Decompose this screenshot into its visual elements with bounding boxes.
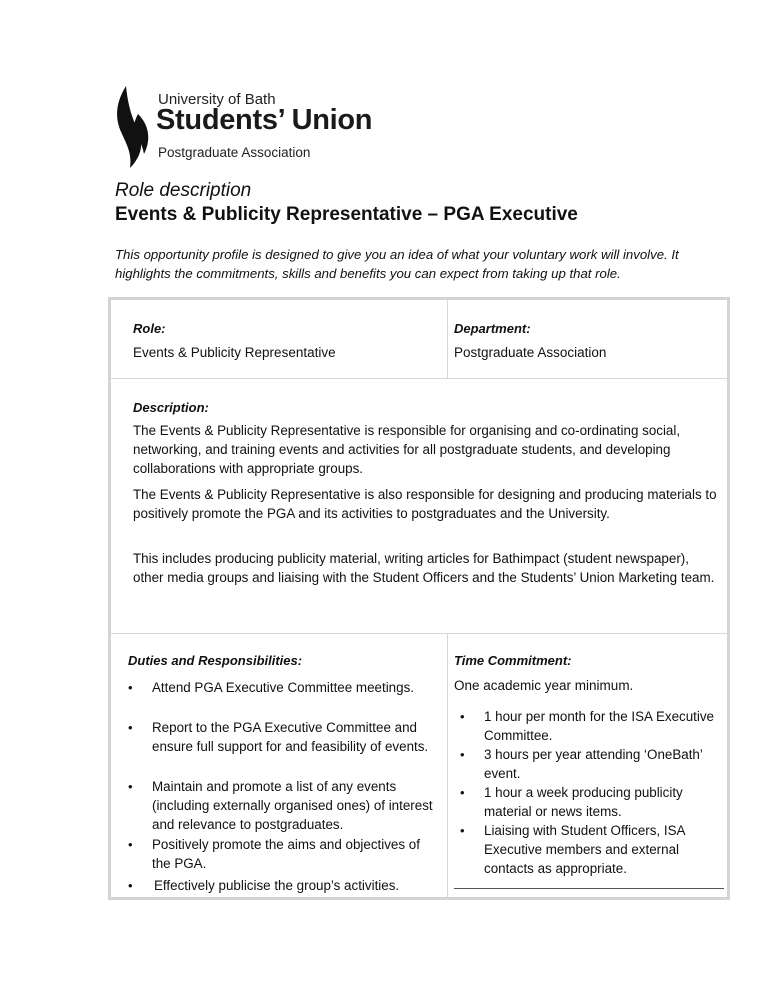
duty-item: • Positively promote the aims and objectives of the PGA. [128, 837, 420, 871]
time-underline-rule [454, 888, 724, 889]
logo-university-text: University of Bath [158, 91, 276, 108]
page-title: Events & Publicity Representative – PGA Executive [115, 204, 578, 225]
duty-item: • Maintain and promote a list of any events (including externally organised ones) of interest and relevance to postgraduates. [128, 779, 433, 832]
time-commitment-label: Time Commitment: [454, 653, 572, 668]
bullet-icon: • [460, 747, 465, 762]
role-label: Role: [133, 321, 166, 336]
students-union-logo [112, 84, 382, 170]
description-section [111, 379, 727, 634]
time-summary: One academic year minimum. [454, 678, 634, 693]
time-item: • 3 hours per year attending ‘OneBath’ event. [460, 747, 703, 781]
column-divider [447, 634, 448, 900]
bullet-icon: • [128, 878, 133, 893]
duty-item: • Report to the PGA Executive Committee and ensure full support for and feasibility of events. [128, 720, 429, 754]
description-paragraph: This includes producing publicity material, writing articles for Bathimpact (student newspaper), other media groups and liaising with the Student Officers and the Students’ Union Marketing team. [133, 551, 715, 585]
role-details-table [108, 297, 730, 900]
description-paragraph: The Events & Publicity Representative is also responsible for designing and producing materials to positively promote the PGA and its activities to postgraduates and the University. [133, 487, 717, 521]
bullet-icon: • [128, 720, 133, 735]
role-description-heading: Role description [115, 180, 252, 201]
duties-label: Duties and Responsibilities: [128, 653, 303, 668]
time-item: • 1 hour per month for the ISA Executive Committee. [460, 709, 715, 743]
role-value: Events & Publicity Representative [133, 345, 336, 360]
bullet-icon: • [460, 785, 465, 800]
bullet-icon: • [128, 779, 133, 794]
time-item: • 1 hour a week producing publicity material or news items. [460, 785, 683, 819]
duties-time-section [111, 634, 727, 900]
bullet-icon: • [128, 680, 133, 695]
logo-postgraduate-text: Postgraduate Association [158, 145, 311, 160]
flame-emblem-icon [112, 84, 156, 170]
department-value: Postgraduate Association [454, 345, 607, 360]
column-divider [447, 300, 448, 378]
logo-students-union-text: Students’ Union [156, 104, 373, 136]
duty-item: • Attend PGA Executive Committee meetings. [128, 680, 414, 695]
bullet-icon: • [460, 823, 465, 838]
description-paragraph: The Events & Publicity Representative is responsible for organising and co-ordinating social, networking, and training events and activities for all postgraduate students, and developing collaborations with appropriate groups. [133, 423, 681, 476]
intro-paragraph: This opportunity profile is designed to give you an idea of what your voluntary work will involve. It highlights the commitments, skills and benefits you can expect from taking up that role. [115, 247, 679, 281]
role-row [111, 300, 727, 379]
description-label: Description: [133, 400, 209, 415]
department-label: Department: [454, 321, 531, 336]
bullet-icon: • [460, 709, 465, 724]
duty-item: • Effectively publicise the group’s activities. [128, 878, 400, 893]
bullet-icon: • [128, 837, 133, 852]
time-item: • Liaising with Student Officers, ISA Executive members and external contacts as appropriate. [460, 823, 685, 876]
